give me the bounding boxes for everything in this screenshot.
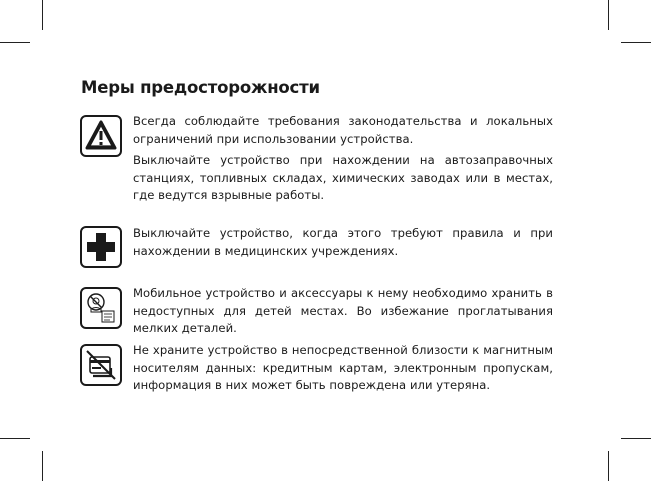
crop-mark-top-left-vertical (42, 0, 43, 30)
crop-mark-top-right-vertical (608, 0, 609, 30)
no-magnetic-cards-icon (80, 344, 122, 386)
crop-mark-bottom-left-vertical (42, 451, 43, 481)
crop-mark-bottom-left-horizontal (0, 438, 30, 439)
crop-mark-bottom-right-horizontal (621, 438, 651, 439)
warning-triangle-icon (80, 115, 122, 157)
crop-mark-top-right-horizontal (621, 42, 651, 43)
page-title: Меры предосторожности (81, 78, 320, 97)
section-2-paragraph-1: Выключайте устройство, когда этого требуют правила и при нахождении в медицинских учреждениях. (133, 226, 553, 258)
medical-cross-icon (80, 226, 122, 268)
section-1-paragraph-1: Всегда соблюдайте требования законодательства и локальных ограничений при использовании устройства. (133, 114, 553, 146)
section-4-paragraph-1: Не храните устройство в непосредственной близости к магнитным носителям данных: кредитным картам, электронным пропускам, информация в них может быть повреждена или утеряна. (133, 343, 553, 393)
section-1-paragraph-2: Выключайте устройство при нахождении на автозаправочных станциях, топливных складах, химических заводах или в местах, где ведутся взрывные работы. (133, 153, 553, 203)
crop-mark-top-left-horizontal (0, 42, 30, 43)
section-3-paragraph-1: Мобильное устройство и аксессуары к нему необходимо хранить в недоступных для детей местах. Во избежание проглатывания мелких деталей. (133, 286, 553, 336)
crop-mark-bottom-right-vertical (608, 451, 609, 481)
keep-away-from-children-icon (80, 287, 122, 329)
